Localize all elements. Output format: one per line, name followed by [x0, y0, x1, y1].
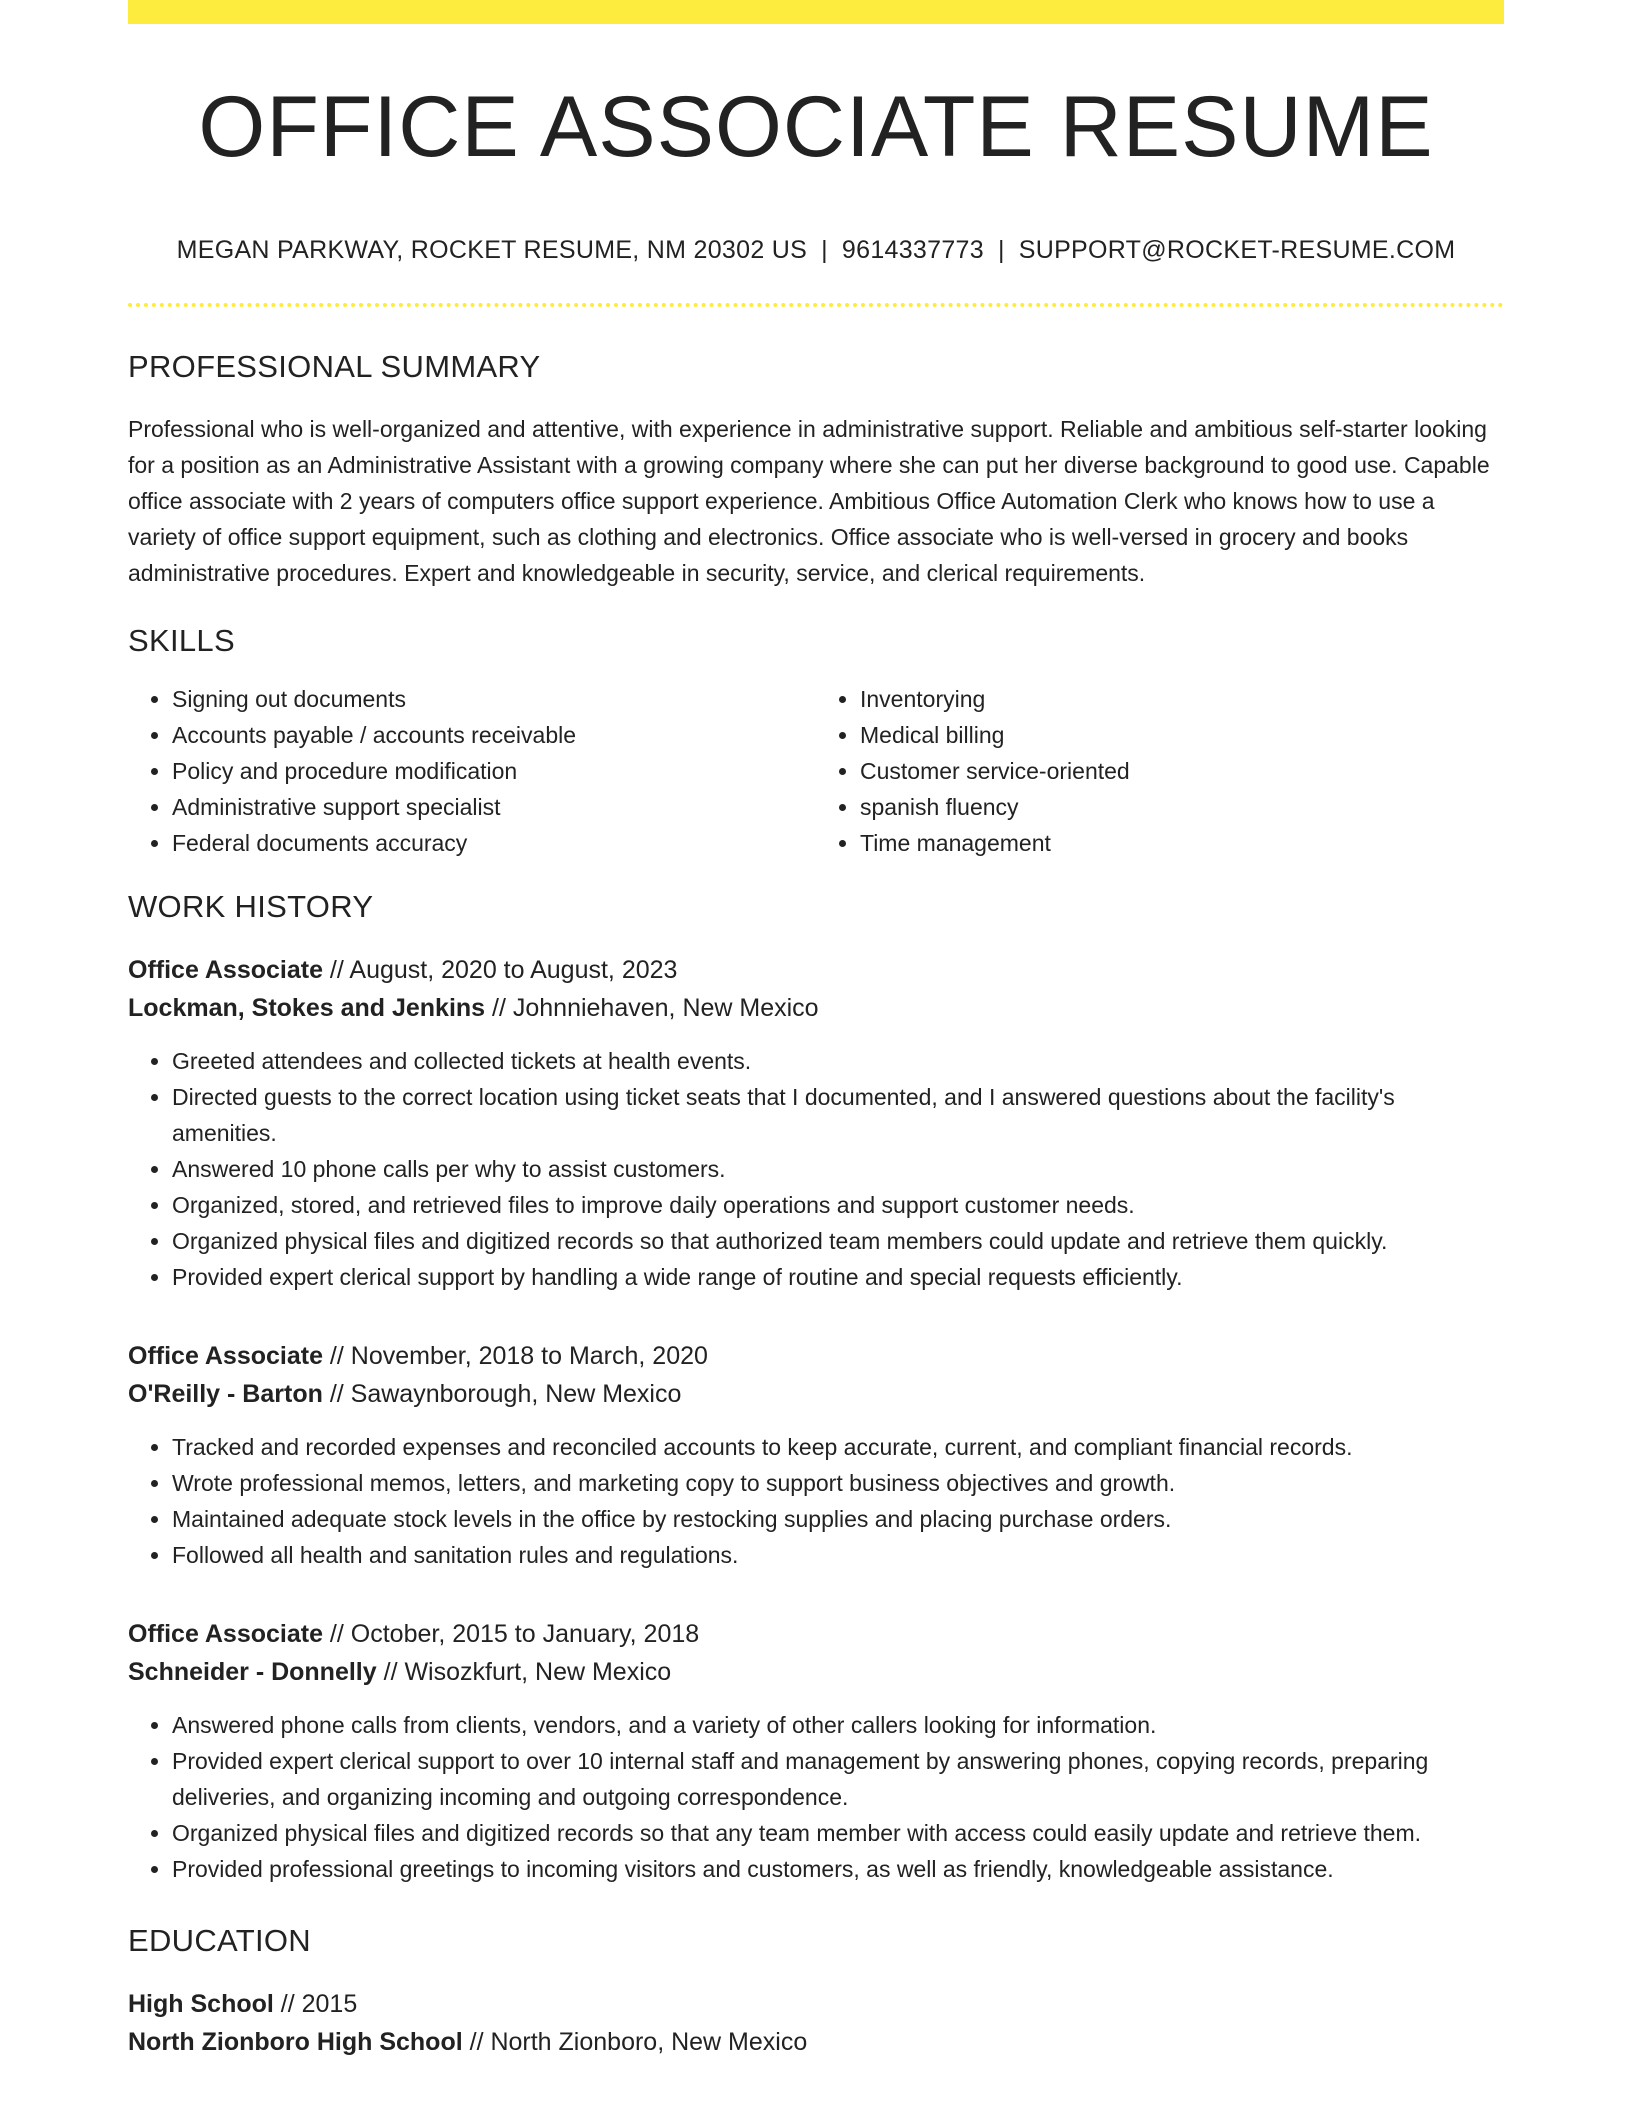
job-dates: // August, 2020 to August, 2023 [322, 956, 678, 984]
contact-address: MEGAN PARKWAY, ROCKET RESUME, NM 20302 US [176, 236, 808, 264]
summary-text: Professional who is well-organized and attentive, with experience in administrative support. Reliable and ambitious self-starter looking for a position as an Administrative Assistant with a growing company where she can put her diverse background to good use. Capable office associate with 2 years of computers office support experience. Ambitious Office Automation Clerk who knows how to use a variety of office support equipment, such as clothing and electronics. Office associate who is well-versed in grocery and books administrative procedures. Expert and knowledgeable in security, service, and clerical requirements. [128, 416, 1490, 586]
job-title-line [128, 1337, 1504, 1375]
skills-heading: SKILLS [128, 623, 235, 658]
job-location: // Sawaynborough, New Mexico [322, 1380, 682, 1408]
contact-email: SUPPORT@ROCKET-RESUME.COM [1018, 236, 1456, 264]
work-history-heading: WORK HISTORY [128, 889, 374, 924]
education-degree: High School [128, 1990, 274, 2018]
page-title: OFFICE ASSOCIATE RESUME [198, 79, 1434, 175]
job-bullet: • Organized physical files and digitized records so that authorized team members could update and retrieve them quickly. [172, 1223, 1504, 1259]
job-bullet: • Tracked and recorded expenses and reconciled accounts to keep accurate, current, and compliant financial records. [172, 1429, 1504, 1465]
job-bullets [128, 1429, 1504, 1573]
job-bullet: • Greeted attendees and collected tickets at health events. [172, 1043, 1504, 1079]
work-history-section [128, 889, 1504, 1887]
job-location: // Johnniehaven, New Mexico [485, 994, 819, 1022]
job-company: Lockman, Stokes and Jenkins [128, 994, 486, 1022]
job-title: Office Associate [128, 956, 323, 984]
job-title-line [128, 1615, 1504, 1653]
education-location: // North Zionboro, New Mexico [462, 2028, 808, 2056]
job-title: Office Associate [128, 1620, 323, 1648]
education-section [128, 1923, 1504, 2061]
education-school-line [128, 2023, 1504, 2061]
job-company-line [128, 1653, 1504, 1691]
job-dates: // October, 2015 to January, 2018 [322, 1620, 700, 1648]
summary-heading: PROFESSIONAL SUMMARY [128, 349, 541, 384]
contact-phone: 9614337773 [841, 236, 984, 264]
contact-separator: | [821, 236, 828, 264]
skill-item: • Accounts payable / accounts receivable [172, 717, 816, 753]
education-heading: EDUCATION [128, 1923, 311, 1958]
skill-item: • Policy and procedure modification [172, 753, 816, 789]
job-bullet: • Maintained adequate stock levels in the office by restocking supplies and placing purchase orders. [172, 1501, 1504, 1537]
skill-item: • Time management [860, 825, 1504, 861]
skill-item: • Inventorying [860, 681, 1504, 717]
job-dates: // November, 2018 to March, 2020 [322, 1342, 708, 1370]
contact-separator: | [997, 236, 1005, 264]
skill-item: • Administrative support specialist [172, 789, 816, 825]
job-bullets [128, 1707, 1504, 1887]
skills-section [128, 623, 1504, 861]
job-company: Schneider - Donnelly [128, 1658, 377, 1686]
job-bullet: • Directed guests to the correct location using ticket seats that I documented, and I answered questions about the facility's amenities. [172, 1079, 1504, 1151]
job-bullet: • Answered phone calls from clients, vendors, and a variety of other callers looking for information. [172, 1707, 1504, 1743]
education-year: // 2015 [273, 1990, 358, 2018]
job-company-line [128, 1375, 1504, 1413]
skill-item: • spanish fluency [860, 789, 1504, 825]
contact-line [128, 236, 1504, 265]
job-location: // Wisozkfurt, New Mexico [376, 1658, 672, 1686]
job-entry [128, 951, 1504, 1295]
job-entry [128, 1337, 1504, 1573]
job-bullet: • Provided professional greetings to incoming visitors and customers, as well as friendly, knowledgeable assistance. [172, 1851, 1504, 1887]
education-school: North Zionboro High School [128, 2028, 463, 2056]
job-bullet: • Organized physical files and digitized records so that any team member with access could easily update and retrieve them. [172, 1815, 1504, 1851]
dotted-divider [128, 303, 1504, 307]
job-bullet: • Answered 10 phone calls per why to assist customers. [172, 1151, 1504, 1187]
job-bullet: • Wrote professional memos, letters, and marketing copy to support business objectives and growth. [172, 1465, 1504, 1501]
education-degree-line [128, 1985, 1504, 2023]
skills-list-right [816, 681, 1504, 861]
job-company: O'Reilly - Barton [128, 1380, 323, 1408]
education-entry [128, 1985, 1504, 2061]
job-bullets [128, 1043, 1504, 1295]
skill-item: • Customer service-oriented [860, 753, 1504, 789]
skill-item: • Medical billing [860, 717, 1504, 753]
job-title-line [128, 951, 1504, 989]
resume-page [128, 0, 1504, 2061]
job-entry [128, 1615, 1504, 1887]
skills-list-left [128, 681, 816, 861]
top-accent-bar [128, 0, 1504, 24]
skills-columns [128, 681, 1504, 861]
job-bullet: • Provided expert clerical support by handling a wide range of routine and special requests efficiently. [172, 1259, 1504, 1295]
job-bullet: • Provided expert clerical support to over 10 internal staff and management by answering phones, copying records, preparing deliveries, and organizing incoming and outgoing correspondence. [172, 1743, 1504, 1815]
skill-item: • Signing out documents [172, 681, 816, 717]
skill-item: • Federal documents accuracy [172, 825, 816, 861]
job-bullet: • Followed all health and sanitation rules and regulations. [172, 1537, 1504, 1573]
job-bullet: • Organized, stored, and retrieved files to improve daily operations and support customer needs. [172, 1187, 1504, 1223]
summary-section [128, 349, 1504, 591]
job-title: Office Associate [128, 1342, 323, 1370]
job-company-line [128, 989, 1504, 1027]
